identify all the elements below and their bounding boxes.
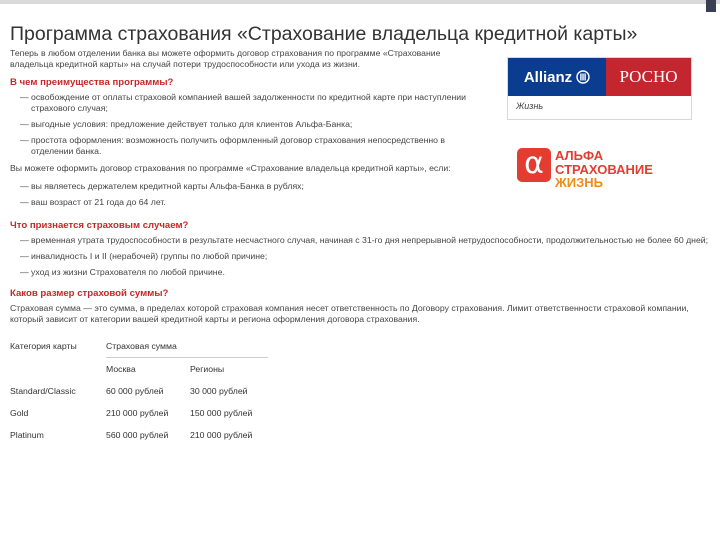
sum-paragraph: Страховая сумма — это сумма, в пределах которой страховая компания несет ответственность по Договору страхования. Лимит ответственности страховой компании, который зависит от категории вашей кредитной карты и региона оформления договора страхования. — [10, 303, 689, 324]
list-item: — ваш возраст от 21 года до 64 лет. — [10, 197, 470, 208]
list-item: — временная утрата трудоспособности в результате несчастного случая, начиная с 31-го дня непрерывной нетрудоспособности, продолжительностью не более 60 дней; — [10, 235, 710, 246]
list-item: — освобождение от оплаты страховой компанией вашей задолженности по кредитной карте при наступлении страхового случая; — [10, 92, 470, 114]
insurance-sum-table — [10, 335, 268, 446]
alfa-line2: СТРАХОВАНИЕ — [555, 161, 653, 177]
alfa-alpha-icon: α — [517, 148, 551, 182]
insured-event-list — [10, 235, 710, 278]
conditions-paragraph: Вы можете оформить договор страхования по программе «Страхование владельца кредитной карты», если: — [10, 163, 451, 173]
advantages-list — [10, 92, 470, 157]
table-subheader-empty — [10, 358, 106, 381]
allianz-wordmark: Allianz — [523, 68, 573, 86]
table-cell-regions: 210 000 рублей — [190, 429, 253, 440]
table-cell-moscow: 210 000 рублей — [106, 407, 169, 418]
conditions-list — [10, 181, 470, 208]
table-cell-category: Platinum — [10, 429, 44, 440]
table-header-sum: Страховая сумма — [106, 335, 268, 358]
table-header-row — [10, 335, 268, 358]
table-cell-moscow: 60 000 рублей — [106, 385, 164, 396]
table-cell-regions: 30 000 рублей — [190, 385, 248, 396]
list-item: — уход из жизни Страхователя по любой причине. — [10, 267, 710, 278]
alfa-line1: АЛЬФА — [555, 148, 604, 163]
table-row — [10, 402, 268, 424]
table-cell-category: Gold — [10, 407, 29, 418]
table-subheader-row — [10, 358, 268, 381]
table-cell-moscow: 560 000 рублей — [106, 429, 169, 440]
page-title: Программа страхования «Страхование владельца кредитной карты» — [10, 23, 638, 46]
insured-event-heading: Что признается страховым случаем? — [10, 220, 189, 231]
list-item: — инвалидность I и II (нерабочей) группы по любой причине; — [10, 251, 710, 262]
list-item: — вы являетесь держателем кредитной карты Альфа-Банка в рублях; — [10, 181, 470, 192]
table-subheader-moscow: Москва — [106, 363, 136, 374]
rosno-wordmark: РОСНО — [619, 67, 678, 86]
table-cell-category: Standard/Classic — [10, 385, 76, 396]
corner-mark — [706, 0, 716, 12]
advantages-heading: В чем преимущества программы? — [10, 77, 174, 88]
allianz-subtitle: Жизнь — [516, 101, 544, 111]
table-row — [10, 424, 268, 446]
list-item: — выгодные условия: предложение действует только для клиентов Альфа-Банка; — [10, 119, 470, 130]
list-item: — простота оформления: возможность получить оформленный договор страхования непосредственно в отделении банка. — [10, 135, 470, 157]
top-rule — [0, 0, 720, 4]
table-header-category: Категория карты — [10, 340, 77, 351]
intro-paragraph: Теперь в любом отделении банка вы можете оформить договор страхования по программе «Страхование владельца кредитной карты» на случай потери трудоспособности или ухода из жизни. — [10, 48, 441, 69]
main-content — [10, 48, 710, 446]
alfa-line3: ЖИЗНЬ — [555, 175, 603, 190]
sum-heading: Каков размер страховой суммы? — [10, 288, 169, 299]
table-cell-regions: 150 000 рублей — [190, 407, 253, 418]
table-row — [10, 380, 268, 402]
table-subheader-regions: Регионы — [190, 363, 225, 374]
